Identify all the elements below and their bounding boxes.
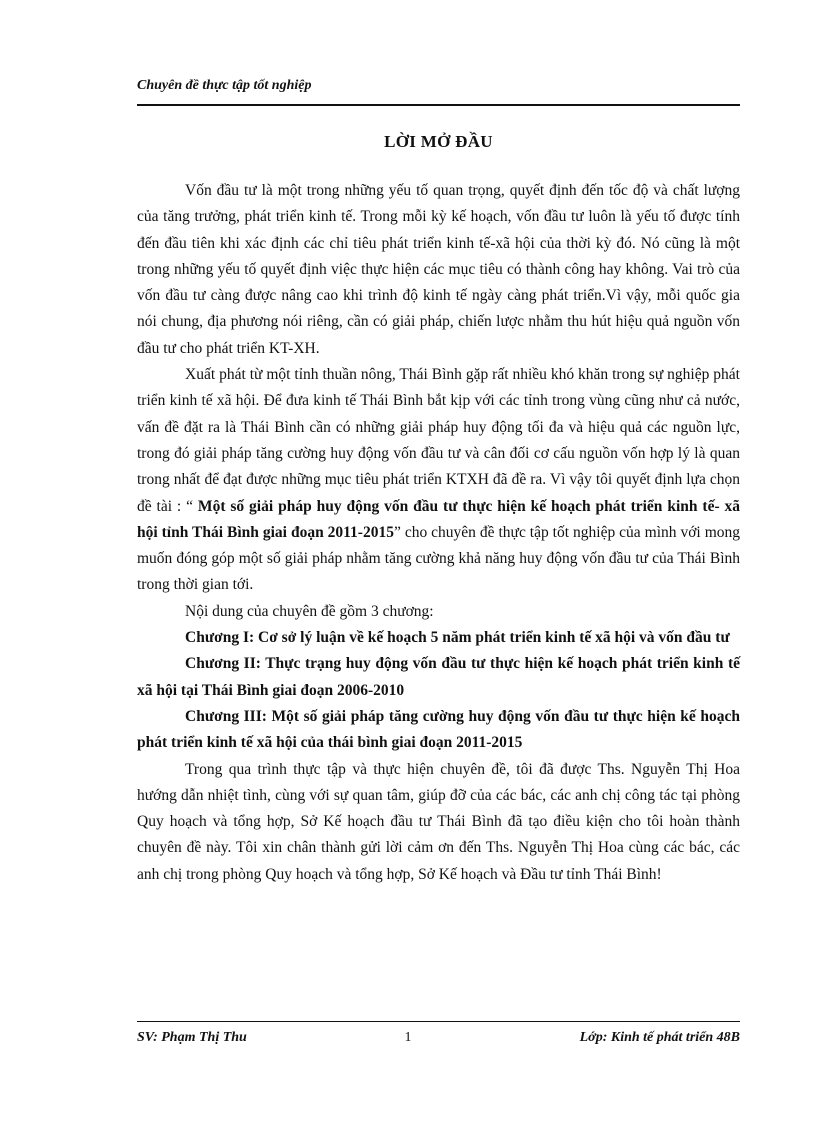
topic-title: Một số giải pháp huy động vốn đầu tư thực hiện kế hoạch phát triển kinh tế- xã hội tỉnh Thái Bình giai đoạn 2011-2015 <box>137 497 741 541</box>
footer-rule <box>137 1021 740 1022</box>
chapter-3: Chương III: Một số giải pháp tăng cường huy động vốn đầu tư thực hiện kế hoạch phát triển kinh tế xã hội của thái bình giai đoạn 2011-2015 <box>137 707 740 752</box>
paragraph-intro: Vốn đầu tư là một trong những yếu tố quan trọng, quyết định đến tốc độ và chất lượng của tăng trưởng, phát triển kinh tế. Trong mỗi kỳ kế hoạch, vốn đầu tư luôn là yếu tố được tính đến đầu tiên khi xác định các chỉ tiêu phát triển kinh tế-xã hội của thời kỳ đó. Nó cũng là một trong những yếu tố quyết định việc thực hiện các mục tiêu có thành công hay không. Vai trò của vốn đầu tư càng được nâng cao khi trình độ kinh tế ngày càng phát triển.Vì vậy, mỗi quốc gia nói chung, địa phương nói riêng, cần có giải pháp, chiến lược nhằm thu hút hiệu quả nguồn vốn đầu tư cho phát triển KT-XH. <box>137 182 740 357</box>
running-header: Chuyên đề thực tập tốt nghiệp <box>137 78 312 93</box>
document-body <box>137 178 740 888</box>
topic-text-after: ” cho chuyên đề thực tập tốt nghiệp của mình với mong muốn đóng góp một số giải pháp nhằm tăng cường khả năng huy động vốn đầu tư của Thái Bình trong thời gian tới. <box>137 523 740 594</box>
page-number: 1 <box>404 1030 412 1045</box>
paragraph-acknowledgement: Trong qua trình thực tập và thực hiện chuyên đề, tôi đã được Ths. Nguyễn Thị Hoa hướng dẫn nhiệt tình, cùng với sự quan tâm, giúp đỡ của các bác, các anh chị công tác tại phòng Quy hoạch và tổng hợp, Sở Kế hoạch đầu tư Thái Bình đã tạo điều kiện cho tôi hoàn thành chuyên đề này. Tôi xin chân thành gửi lời cảm ơn đến Ths. Nguyễn Thị Hoa cùng các bác, các anh chị trong phòng Quy hoạch và tổng hợp, Sở Kế hoạch và Đầu tư tỉnh Thái Bình! <box>137 760 740 883</box>
header-rule <box>137 104 740 106</box>
page-title: LỜI MỞ ĐẦU <box>384 132 493 151</box>
footer-class: Lớp: Kinh tế phát triển 48B <box>579 1030 740 1045</box>
chapter-1: Chương I: Cơ sở lý luận về kế hoạch 5 năm phát triển kinh tế xã hội và vốn đầu tư <box>185 629 730 647</box>
chapter-2: Chương II: Thực trạng huy động vốn đầu tư thực hiện kế hoạch phát triển kinh tế xã hội tại Thái Bình giai đoạn 2006-2010 <box>137 655 740 699</box>
paragraph-contents-intro: Nội dung của chuyên đề gồm 3 chương: <box>185 602 434 620</box>
footer-student: SV: Phạm Thị Thu <box>137 1030 247 1045</box>
paragraph-topic <box>137 362 740 599</box>
topic-text-before: Xuất phát từ một tỉnh thuần nông, Thái Bình gặp rất nhiều khó khăn trong sự nghiệp phát triển kinh tế xã hội. Để đưa kinh tế Thái Bình bắt kịp với các tỉnh trong vùng cũng như cả nước, vấn đề đặt ra là Thái Bình cần có những giải pháp huy động tối đa và hiệu quả các nguồn lực, trong đó giải pháp tăng cường huy động vốn đầu tư và cân đối cơ cấu nguồn vốn hợp lý là quan trong nhất để đạt được những mục tiêu phát triển KTXH đã đề ra. Vì vậy tôi quyết định lựa chọn đề tài : “ <box>137 366 740 515</box>
